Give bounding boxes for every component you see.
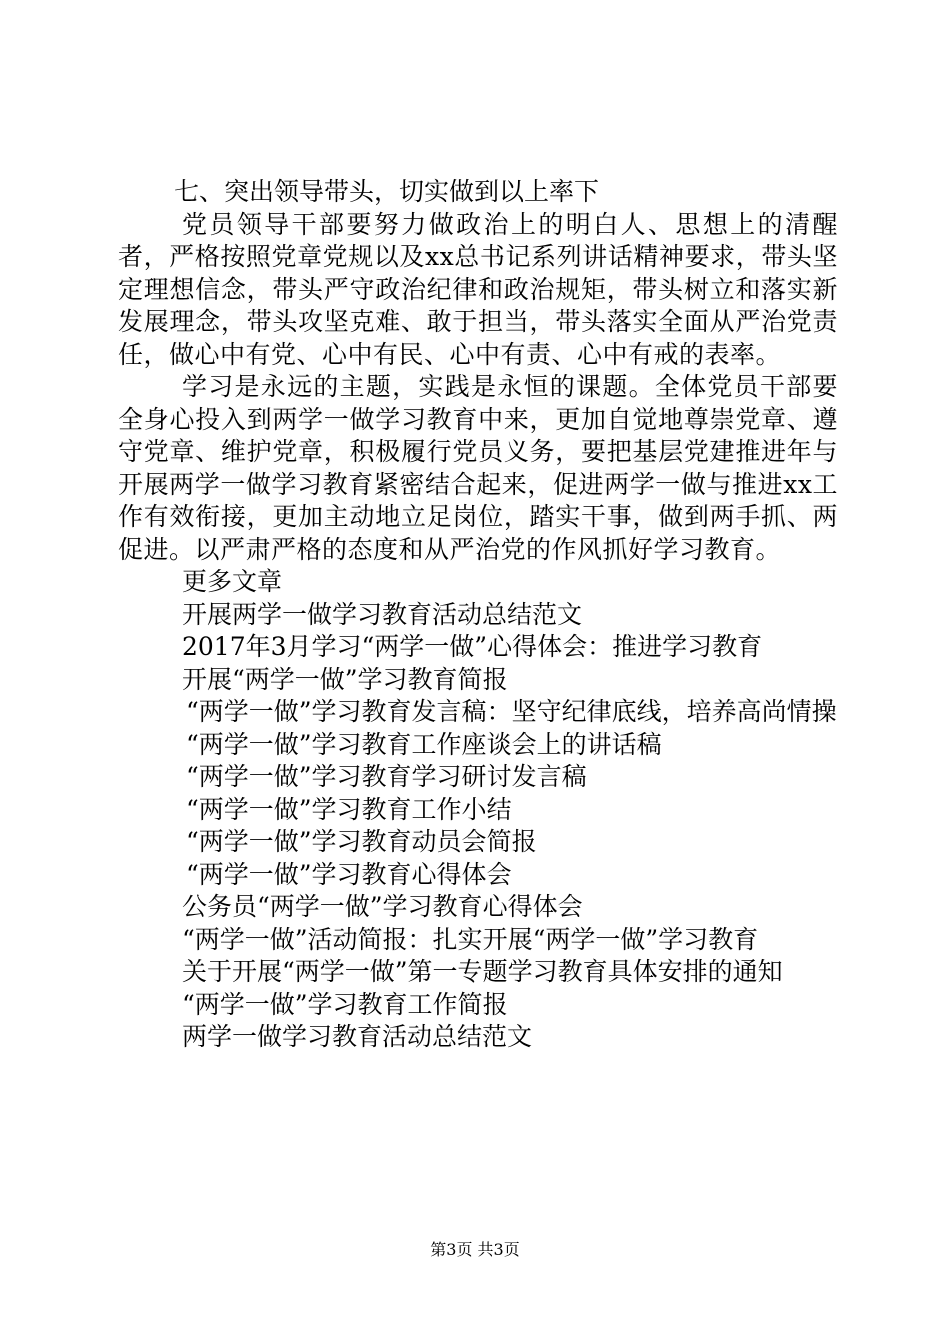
article-link[interactable]: “两学一做”学习教育工作简报 [182, 989, 508, 1019]
article-link[interactable]: “两学一做”学习教育动员会简报 [186, 827, 537, 856]
article-link[interactable]: 开展“两学一做”学习教育简报 [182, 664, 508, 694]
page-number-footer: 第3页 共3页 [430, 1240, 520, 1259]
article-link[interactable]: 公务员“两学一做”学习教育心得体会 [182, 892, 583, 921]
more-articles-title: 更多文章 [182, 567, 283, 596]
article-link[interactable]: “两学一做”活动简报：扎实开展“两学一做”学习教育 [182, 924, 759, 954]
article-link[interactable]: “两学一做”学习教育心得体会 [186, 859, 512, 889]
article-link[interactable]: 2017年3月学习“两学一做”心得体会：推进学习教育 [182, 632, 763, 661]
article-link[interactable]: “两学一做”学习教育工作座谈会上的讲话稿 [186, 729, 662, 759]
article-link[interactable]: 两学一做学习教育活动总结范文 [182, 1022, 533, 1051]
section-heading: 七、突出领导带头，切实做到以上率下 [174, 177, 600, 206]
paragraph-study: 学习是永远的主题，实践是永恒的课题。全体党员干部要全身心投入到两学一做学习教育中来，更加自觉地尊崇党章、遵守党章、维护党章，积极履行党员义务，要把基层党建推进年与开展两学一做学习教育紧密结合起来，促进两学一做与推进xx工作有效衔接，更加主动地立足岗位，踏实干事，做到两手抓、两促进。以严肃严格的态度和从严治党的作风抓好学习教育。 [118, 372, 838, 564]
article-link[interactable]: 关于开展“两学一做”第一专题学习教育具体安排的通知 [182, 957, 783, 986]
article-link[interactable]: “两学一做”学习教育学习研讨发言稿 [186, 762, 587, 791]
document-body [118, 176, 838, 1054]
more-articles-list [118, 599, 838, 1054]
article-link[interactable]: 开展两学一做学习教育活动总结范文 [182, 599, 583, 629]
article-link[interactable]: “两学一做”学习教育工作小结 [186, 794, 512, 824]
paragraph-leadership: 党员领导干部要努力做政治上的明白人、思想上的清醒者，严格按照党章党规以及xx总书记系列讲话精神要求，带头坚定理想信念，带头严守政治纪律和政治规矩，带头树立和落实新发展理念，带头攻坚克难、敢于担当，带头落实全面从严治党责任，做心中有党、心中有民、心中有责、心中有戒的表率。 [118, 209, 838, 369]
article-link[interactable]: “两学一做”学习教育发言稿：坚守纪律底线，培养高尚情操 [186, 697, 837, 726]
